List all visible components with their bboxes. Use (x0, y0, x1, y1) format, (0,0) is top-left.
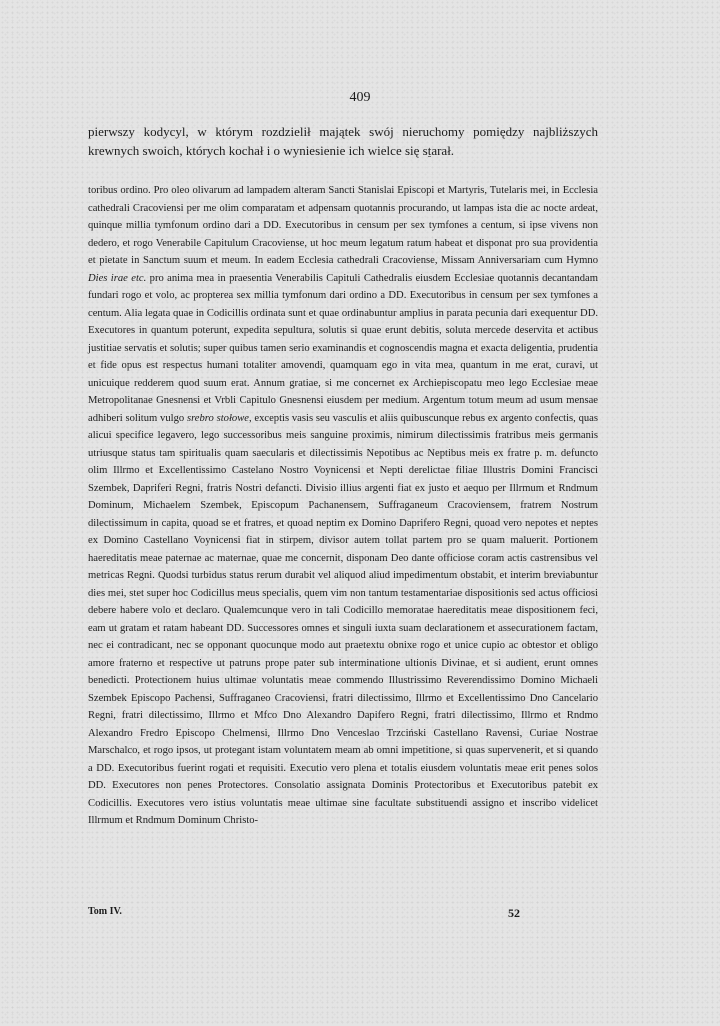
page-number: 409 (349, 90, 371, 105)
body-italic-dies-irae: Dies irae etc. (88, 272, 147, 284)
signature-mark: 52 (508, 906, 520, 920)
body-segment-2: pro anima mea in praesentia Venerabilis Capituli Cathedralis eiusdem Ecclesiae quotannis decantandam fundari rogo et volo, ac propterea sex millia tymfonum dari ordino a DD. Executoribus in censum per sex tymfones a centum. Alia legata quae in Codicillis ordinata sunt et quae ordinabuntur amplius in parata pecunia dari exequentur DD. Executores in quantum poterunt, expedita sepultura, solutis si quae erunt debitis, soluta mercede deservita et actibus justitiae servatis et solutis; super quibus tamen serio examinandis et cognoscendis magna et exacta deligentia, prudentia et fide opus est respectus humani totaliter amovendi, quamquam ego in vita mea, quantum in me erat, curavi, ut unicuique redderem quod suum erat. Annum gratiae, si me concernet ex Archiepiscopatu meo lego Ecclesiae meae Metropolitanae Gnesnensi et Vrbli Capitulo Gnesnensi eiusdem per medium. Argentum totum meum ad usum mensae adhiberi solitum vulgo (88, 272, 598, 424)
body-segment-3: , exceptis vasis seu vasculis et aliis quibuscunque rebus ex argento confectis, quas alicui specifice legavero, lego successoribus meis sanguine proximis, nimirum dilectissimis fratribus meis germanis utriusque status tam spiritualis quam saecularis et dilectissimis Nepotibus ac Neptibus meis ex fratre p. m. defuncto olim Illrmo et Excellentissimo Castelano Nostro Voynicensi et Nepti derelictae filiae Illustris Domini Francisci Szembek, Dapriferi Regni, fratris Nostri defancti. Divisio illius argenti fiat ex justo et aequo per Illrmum et Rndmum Dominum, Michaelem Szembek, Episcopum Pachanensem, Suffraganeum Cracoviensem, fratrem Nostrum dilectissimum in capita, quoad se et fratres, et quoad neptim ex Domino Daprifero Regni, quoad vero nepotes et neptes ex Domino Castellano Voynicensi fiat in stirpem, divisor autem tollat partem pro se quam maluerit. Portionem haereditatis meae paternae ac maternae, quae me concernit, disponam Deo dante officiose coram actis castrensibus vel metricas Regni. Quodsi turbidus status rerum durabit vel aliquod aliud impedimentum obstabit, et interim breviabuntur dies mei, stet super hoc Codicillus meus specialis, quem vim non tantum testamentariae dispositionis sed actus officiosi debere habere volo et declaro. Qualemcunque vero in tali Codicillo memoratae haereditatis meae dispositionem feci, eam ut gratam et ratam habeant DD. Successores omnes et singuli iuxta suam declarationem et assecurationem factam, nec ei contradicant, nec se opponant quocunque modo aut praetextu obnixe rogo et unice cupio ac obtestor et obligo amore fraterno et respective ut patruns prope pater sub interminatione ultionis Divinae, et si audient, erunt omnes benedicti. Protectionem huius ultimae voluntatis meae commendo Illustrissimo Reverendissimo Domino Michaeli Szembek Episcopo Pachensi, Suffraganeo Cracoviensi, fratri dilectissimo, Illrmo et Excellentissimo Dno Cancelario Regni, fratri dilectissimo, Illrmo et Mfco Dno Alexandro Dapifero Regni, fratri dilectissimo, Illrmo et Rndmo Alexandro Fredro Episcopo Chelmensi, Illrmo Dno Venceslao Trzciński Castellano Ravensi, Curiae Nostrae Marschalco, et rogo ipsos, ut protegant istam voluntatem meam ab omni impetitione, si quas supervenerit, et si quando a DD. Executoribus fuerint rogati et requisiti. Executio vero plena et totalis eiusdem voluntatis meae erit penes solos DD. Executores non penes Protectores. Consolatio assignata Dominis Protectoribus et Executoribus patebit ex Codicillis. Executores vero istius voluntatis meae ultimae sine facultate substituendi assigno et inscribo videlicet Illrmum et Rndmum Dominum Christo- (88, 412, 599, 826)
body-italic-srebro: srebro stołowe (186, 412, 249, 424)
body-text (88, 182, 598, 830)
body-segment-1: toribus ordino. Pro oleo olivarum ad lampadem alteram Sancti Stanislai Episcopi et Martyris, Tutelaris mei, in Ecclesia cathedrali Cracoviensi per me olim comparatam et adpensam quotannis procurando, ut lampas ista die ac nocte ardeat, quinque millia tymfonum ordino dari a DD. Executoribus in censum per sex tymfones a centum, si ipse vivens non dedero, et rogo Venerabile Capitulum Cracoviense, ut hoc meum legatum ratum habeat et disponat pro sua providentia et pietate in Sanctum suum et meum. In eadem Ecclesia cathedrali Cracoviense, Missam Anniversariam cum Hymno (88, 185, 598, 266)
volume-label: Tom IV. (88, 906, 122, 917)
intro-paragraph (88, 122, 598, 160)
intro-text: pierwszy kodycyl, w którym rozdzielił majątek swój nieruchomy pomiędzy najbliższych krewnych swoich, których kochał i o wyniesienie ich wielce się starał. (88, 124, 598, 158)
body-paragraph (88, 182, 598, 830)
